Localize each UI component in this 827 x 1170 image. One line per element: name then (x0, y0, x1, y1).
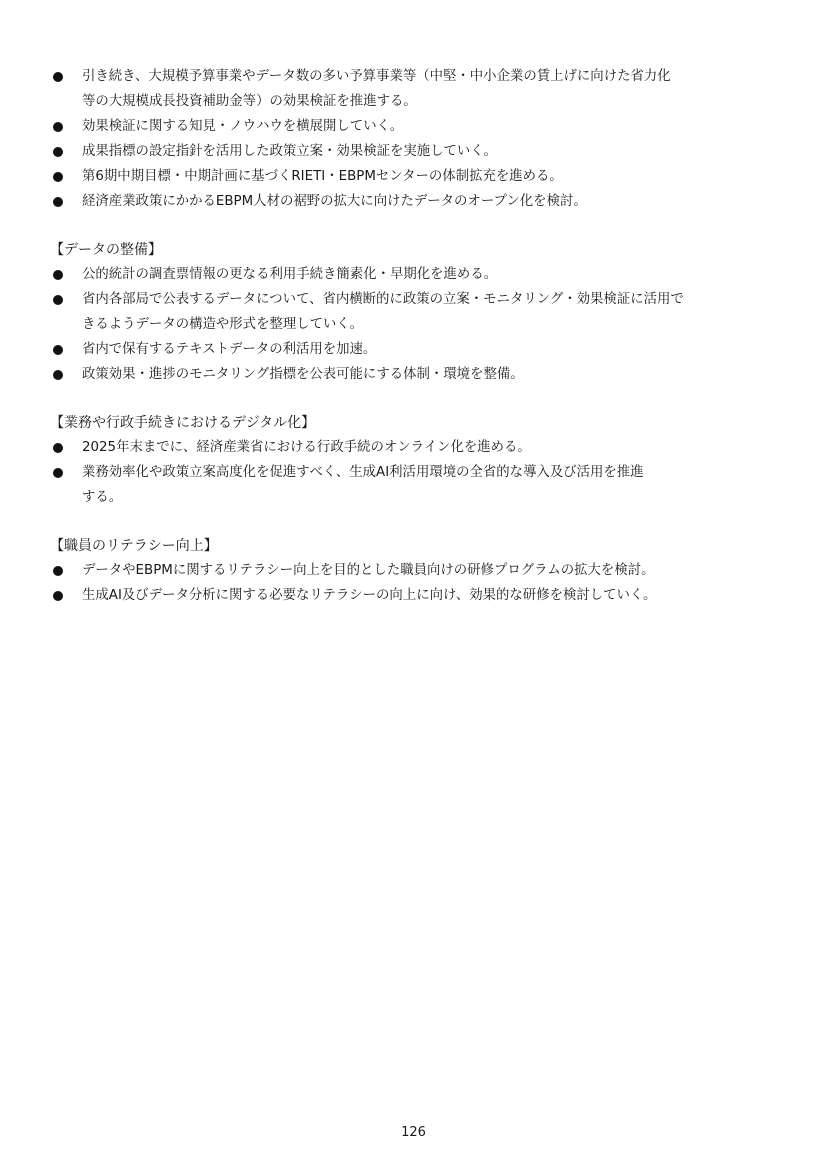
bullet-icon (53, 147, 63, 157)
section-heading: 【職員のリテラシー向上】 (50, 538, 218, 554)
list-item-text: 省内各部局で公表するデータについて、省内横断的に政策の立案・モニタリング・効果検証に活用で きるようデータの構造や形式を整理していく。 (82, 292, 684, 332)
bullet-icon (53, 270, 63, 280)
bullet-icon (53, 72, 63, 82)
section-digitalization (50, 411, 790, 510)
list-item-text: 引き続き、大規模予算事業やデータ数の多い予算事業等（中堅・中小企業の賃上げに向けた省力化 等の大規模成長投資補助金等）の効果検証を推進する。 (82, 69, 671, 109)
section-data-maintenance (50, 238, 790, 387)
list-item-text: 経済産業政策にかかるEBPM人材の裾野の拡大に向けたデータのオープン化を検討。 (82, 194, 587, 209)
list-item-text: 政策効果・進捗のモニタリング指標を公表可能にする体制・環境を整備。 (82, 367, 524, 382)
section-ebpm-promotion (50, 64, 790, 214)
list-item-text: 成果指標の設定指針を活用した政策立案・効果検証を実施していく。 (82, 144, 497, 159)
list-item-text: 公的統計の調査票情報の更なる利用手続き簡素化・早期化を進める。 (82, 267, 498, 282)
list-item (50, 114, 790, 139)
section-staff-literacy (50, 534, 790, 608)
list-item-text: データやEBPMに関するリテラシー向上を目的とした職員向けの研修プログラムの拡大を検討。 (82, 563, 655, 578)
page-number: 126 (401, 1125, 426, 1140)
list-item (50, 435, 790, 460)
bullet-icon (53, 468, 63, 478)
section-heading: 【データの整備】 (50, 242, 162, 258)
bullet-list (50, 558, 790, 608)
bullet-icon (53, 197, 63, 207)
bullet-icon (53, 566, 63, 576)
bullet-icon (53, 295, 63, 305)
list-item (50, 337, 790, 362)
bullet-list (50, 64, 790, 214)
bullet-icon (53, 172, 63, 182)
list-item (50, 189, 790, 214)
list-item-text: 省内で保有するテキストデータの利活用を加速。 (82, 342, 377, 357)
list-item-text: 生成AI及びデータ分析に関する必要なリテラシーの向上に向け、効果的な研修を検討していく。 (82, 588, 657, 603)
bullet-icon (53, 345, 63, 355)
list-item (50, 460, 790, 510)
list-item (50, 262, 790, 287)
list-item (50, 139, 790, 164)
list-item (50, 164, 790, 189)
list-item (50, 287, 790, 337)
list-item-text: 効果検証に関する知見・ノウハウを横展開していく。 (82, 119, 404, 134)
bullet-icon (53, 443, 63, 453)
section-heading: 【業務や行政手続きにおけるデジタル化】 (50, 415, 316, 431)
list-item (50, 362, 790, 387)
bullet-icon (53, 122, 63, 132)
list-item (50, 583, 790, 608)
list-item-text: 業務効率化や政策立案高度化を促進すべく、生成AI利活用環境の全省的な導入及び活用を推進 する。 (82, 465, 644, 505)
list-item-text: 2025年末までに、経済産業省における行政手続のオンライン化を進める。 (82, 440, 531, 455)
bullet-icon (53, 591, 63, 601)
bullet-list (50, 435, 790, 510)
bullet-list (50, 262, 790, 387)
list-item (50, 558, 790, 583)
list-item-text: 第6期中期目標・中期計画に基づくRIETI・EBPMセンターの体制拡充を進める。 (82, 169, 563, 184)
bullet-icon (53, 370, 63, 380)
document-body (50, 64, 790, 608)
list-item (50, 64, 790, 114)
